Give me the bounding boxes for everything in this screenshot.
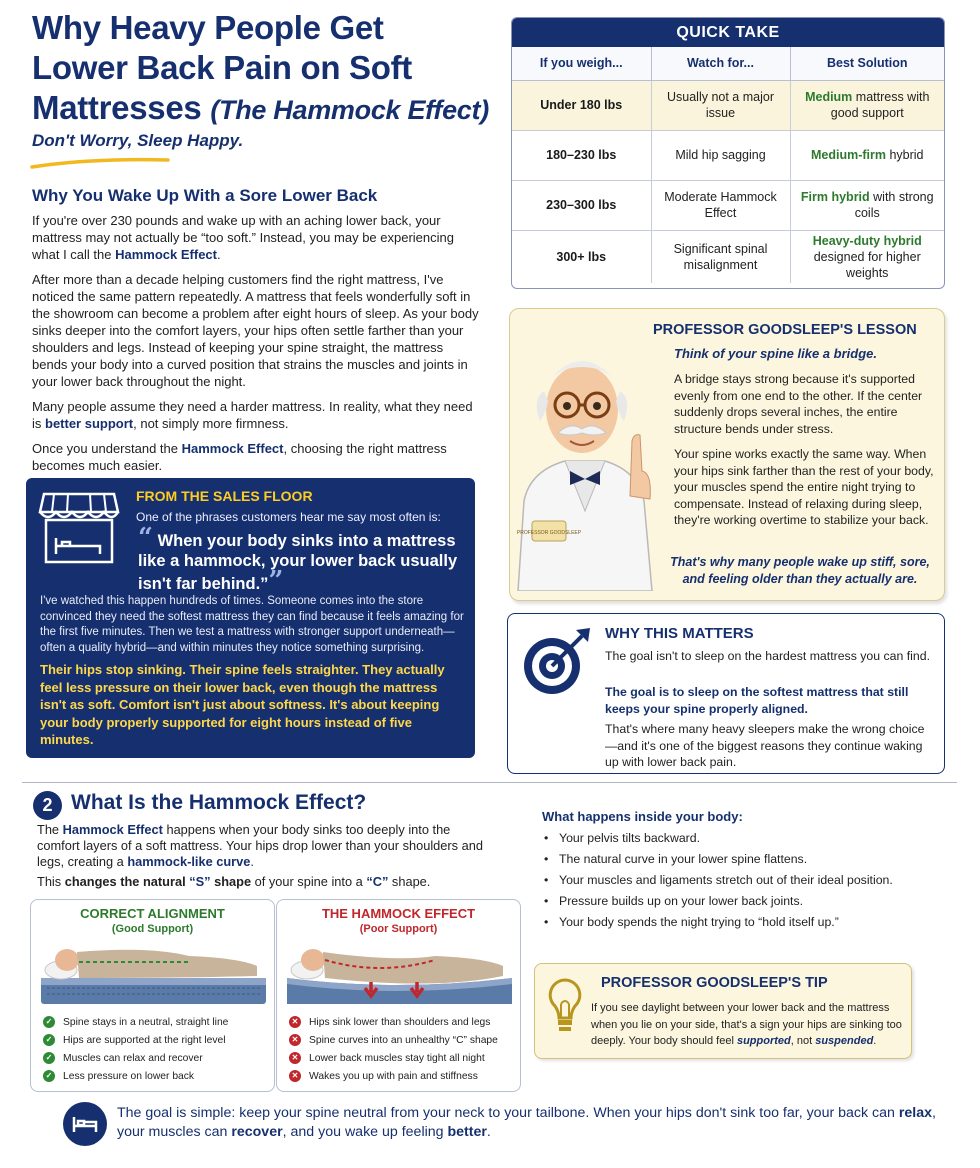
sales-floor-box: [26, 478, 475, 758]
article-section: [32, 186, 480, 482]
section-heading: What Is the Hammock Effect?: [71, 791, 367, 814]
why-matters-heading: WHY THIS MATTERS: [605, 625, 754, 642]
list-item: ✕ Lower back muscles stay tight all night: [289, 1049, 498, 1067]
check-icon: ✓: [43, 1070, 55, 1082]
article-paragraph: After more than a decade helping customers find the right mattress, I've noticed the same pattern repeatedly. A mattress that feels wonderfully soft in the showroom can become a problem after eight hours of sleep. As your body sinks deeper into the comfort layers, your hips often settle farther than your shoulders and legs. Instead of keeping your spine straight, the mattress bends your body into a curved position that strains the muscles and joints in your lower back throughout the night.: [32, 272, 479, 389]
table-row: 300+ lbs Significant spinal misalignment Heavy-duty hybrid designed for higher weights: [512, 230, 944, 283]
list-item: ✓ Muscles can relax and recover: [43, 1049, 228, 1067]
problem-list: [289, 1013, 498, 1085]
article-paragraph: If you're over 230 pounds and wake up with an aching lower back, your mattress may not actually be “too soft.” Instead, you may be experiencing what I call the Hammock Effect.: [32, 213, 454, 262]
section-paragraph: The Hammock Effect happens when your body sinks too deeply into the comfort layers of a soft mattress. Your hips drop lower than your shoulders and legs, creating a hammock-like curve.: [37, 822, 483, 869]
column-header: Best Solution: [790, 47, 944, 80]
storefront-bed-icon: [38, 488, 120, 566]
tip-text: If you see daylight between your lower back and the mattress when you lie on your side, that's a sign your hips are sinking too deeply. Your body should feel supported, not suspended.: [591, 1002, 902, 1047]
article-heading: Why You Wake Up With a Sore Lower Back: [32, 186, 378, 205]
lightbulb-icon: [547, 976, 583, 1044]
section-number-badge: 2: [33, 791, 62, 820]
list-item: ✓ Spine stays in a neutral, straight line: [43, 1013, 228, 1031]
quote-close-icon: ”: [268, 566, 284, 596]
x-icon: ✕: [289, 1052, 301, 1064]
article-paragraph: Many people assume they need a harder mattress. In reality, what they need is better support, not simply more firmness.: [32, 399, 473, 431]
list-item: ✕ Wakes you up with pain and stiffness: [289, 1067, 498, 1085]
why-matters-paragraph: The goal isn't to sleep on the hardest mattress you can find.: [605, 649, 930, 663]
list-item: • Your muscles and ligaments stretch out of their ideal position.: [542, 872, 932, 888]
panel-title: CORRECT ALIGNMENT: [80, 906, 225, 921]
benefit-list: [43, 1013, 228, 1085]
professor-tip-box: [534, 963, 912, 1059]
x-icon: ✕: [289, 1016, 301, 1028]
list-item: • Your pelvis tilts backward.: [542, 830, 932, 846]
closing-statement: The goal is simple: keep your spine neutral from your neck to your tailbone. When your hips don't sink too far, your back can relax, your muscles can recover, and you wake up feeling better.: [117, 1105, 936, 1140]
professor-lesson-box: [509, 308, 945, 601]
inside-body-list: [542, 809, 932, 935]
list-item: ✓ Hips are supported at the right level: [43, 1031, 228, 1049]
tagline: Don't Worry, Sleep Happy.: [32, 131, 244, 150]
why-matters-paragraph: That's where many heavy sleepers make the wrong choice—and it's one of the biggest reasons they continue waking up with lower back pain.: [605, 722, 925, 769]
panel-title: THE HAMMOCK EFFECT: [321, 906, 476, 921]
sales-floor-quote: “ When your body sinks into a mattress like a hammock, your lower back usually isn't far behind.””: [138, 523, 458, 596]
table-row: 180–230 lbs Mild hip sagging Medium-firm hybrid: [512, 130, 944, 180]
why-matters-box: [507, 613, 945, 774]
list-item: ✕ Hips sink lower than shoulders and legs: [289, 1013, 498, 1031]
sales-floor-heading: FROM THE SALES FLOOR: [136, 488, 313, 504]
hammock-effect-panel: [276, 899, 521, 1092]
tip-heading: PROFESSOR GOODSLEEP'S TIP: [601, 975, 828, 991]
quick-take-table: [511, 17, 945, 289]
lesson-paragraph: Your spine works exactly the same way. When your hips sink farther than the rest of your body, your muscles spend the entire night trying to compensate. Instead of relaxing during sleep, they're working overtime to stabilize your back.: [674, 447, 934, 527]
x-icon: ✕: [289, 1034, 301, 1046]
section-divider: [22, 782, 957, 783]
list-item: • Your body spends the night trying to “hold itself up.”: [542, 914, 932, 930]
correct-alignment-panel: [30, 899, 275, 1092]
panel-subtitle: (Good Support): [111, 923, 194, 935]
article-paragraph: Once you understand the Hammock Effect, choosing the right mattress becomes much easier.: [32, 441, 447, 473]
sales-floor-intro: One of the phrases customers hear me say most often is:: [136, 510, 441, 524]
page-title: Why Heavy People Get Lower Back Pain on Soft Mattresses (The Hammock Effect): [32, 9, 489, 126]
badge-text: PROFESSOR GOODSLEEP: [516, 530, 582, 536]
sales-floor-highlight: Their hips stop sinking. Their spine feels straighter. They actually feel less pressure on their lower back, even though the mattress isn't as soft. Comfort isn't just about softness. It's about keeping your body properly supported for eight hours instead of five minutes.: [40, 662, 445, 747]
section-paragraph: This changes the natural “S” shape of your spine into a “C” shape.: [37, 874, 431, 889]
check-icon: ✓: [43, 1052, 55, 1064]
lesson-heading: PROFESSOR GOODSLEEP'S LESSON: [653, 322, 917, 338]
why-matters-emphasis: The goal is to sleep on the softest mattress that still keeps your spine properly aligned.: [605, 685, 909, 716]
target-arrow-icon: [520, 624, 594, 698]
list-item: • Pressure builds up on your lower back joints.: [542, 893, 932, 909]
lesson-closing: That's why many people wake up stiff, sore, and feeling older than they actually are.: [670, 555, 930, 586]
check-icon: ✓: [43, 1034, 55, 1046]
quote-open-icon: “: [138, 523, 153, 553]
column-header: If you weigh...: [512, 47, 651, 80]
quick-take-title: QUICK TAKE: [512, 18, 944, 47]
bed-icon: [63, 1102, 107, 1146]
lesson-paragraph: A bridge stays strong because it's supported evenly from one end to the other. If the center suddenly drops several inches, the entire structure bends under stress.: [674, 372, 923, 436]
lesson-subheading: Think of your spine like a bridge.: [674, 346, 877, 361]
inside-body-heading: What happens inside your body:: [542, 809, 743, 824]
sales-floor-body: I've watched this happen hundreds of times. Someone comes into the store convinced they need the softest mattress they can find because it feels amazing for the first five minutes. Then we test a mattress with stronger support underneath—often a quality hybrid—and within minutes they notice something surprising.: [40, 595, 464, 654]
table-row: Under 180 lbs Usually not a major issue Medium mattress with good support: [512, 80, 944, 130]
curved-spine-illustration: [285, 940, 514, 1008]
table-row: 230–300 lbs Moderate Hammock Effect Firm hybrid with strong coils: [512, 180, 944, 230]
list-item: • The natural curve in your lower spine flattens.: [542, 851, 932, 867]
check-icon: ✓: [43, 1016, 55, 1028]
straight-spine-illustration: [39, 940, 268, 1008]
swoosh-decoration: [30, 156, 170, 170]
professor-illustration: [510, 321, 660, 591]
column-header: Watch for...: [651, 47, 790, 80]
list-item: ✕ Spine curves into an unhealthy “C” shape: [289, 1031, 498, 1049]
x-icon: ✕: [289, 1070, 301, 1082]
list-item: ✓ Less pressure on lower back: [43, 1067, 228, 1085]
panel-subtitle: (Poor Support): [359, 923, 438, 935]
